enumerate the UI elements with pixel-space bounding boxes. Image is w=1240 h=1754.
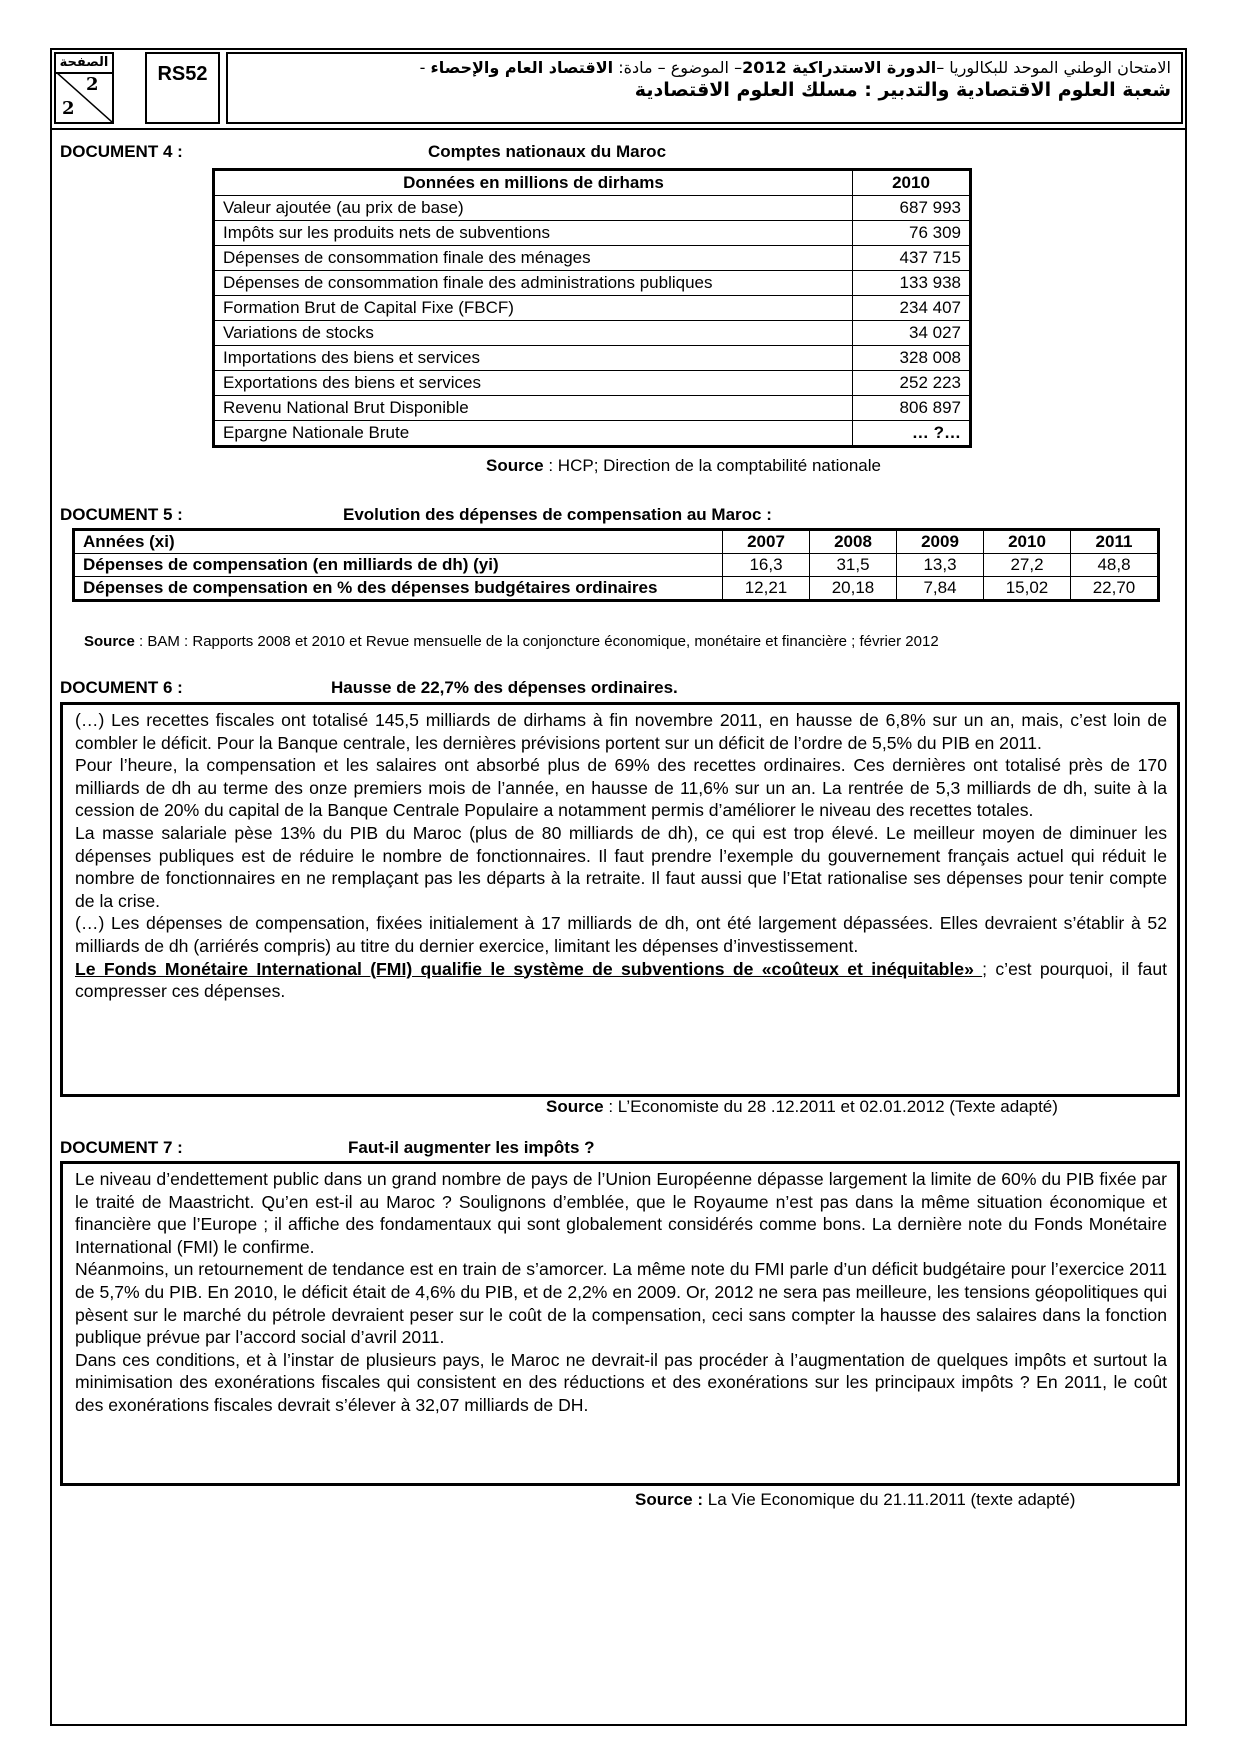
doc5-label: DOCUMENT 5 : (60, 505, 183, 524)
exam-session: الدورة الاستدراكية 2012 (742, 58, 937, 77)
table-row (214, 371, 971, 396)
row-label: Formation Brut de Capital Fixe (FBCF) (214, 296, 853, 321)
table-row (214, 271, 971, 296)
paragraph: (…) Les dépenses de compensation, fixées initialement à 17 milliards de dh, ont été largement dépassées. Elles devraient s’établir à 52 milliards de dh (arriérés compris) au titre du dernier exercice, limitant les dépenses d’investissement. (75, 913, 1167, 956)
table-row (74, 554, 1159, 577)
year-cell: 2008 (810, 530, 897, 554)
table-row (214, 196, 971, 221)
row-value: 76 309 (853, 221, 971, 246)
source-label: Source : (635, 1490, 704, 1509)
paragraph: La masse salariale pèse 13% du PIB du Maroc (plus de 80 milliards de dh), ce qui est trop élevé. Le meilleur moyen de diminuer les dépenses publiques est de réduire le nombre de fonctionnaires. Il faut prendre l’exemple du gouvernement français actuel qui réduit le nombre de fonctionnaires en ne remplaçant pas les départs à la retraite. Il faut aussi que l’Etat rationalise ses dépenses pour tenir compte de la crise. (75, 822, 1167, 911)
row-label: Importations des biens et services (214, 346, 853, 371)
doc7-source (635, 1490, 1075, 1510)
row-label: Valeur ajoutée (au prix de base) (214, 196, 853, 221)
value-cell: 12,21 (723, 577, 810, 601)
table-row (214, 296, 971, 321)
doc7-label: DOCUMENT 7 : (60, 1138, 183, 1157)
exam-subject: الاقتصاد العام والإحصاء (430, 58, 614, 77)
row-value: 133 938 (853, 271, 971, 296)
row-value-unknown: … ?… (853, 421, 971, 447)
table-row (214, 246, 971, 271)
value-cell: 16,3 (723, 554, 810, 577)
row-value: 328 008 (853, 346, 971, 371)
value-cell: 20,18 (810, 577, 897, 601)
page-number: 2 (86, 74, 99, 95)
doc6-label: DOCUMENT 6 : (60, 678, 183, 697)
exam-title-post: – الموضوع – مادة: (613, 58, 743, 77)
paragraph-rest: ; c’est pourquoi, il faut compresser ces dépenses. (75, 958, 1167, 1002)
value-cell: 48,8 (1071, 554, 1159, 577)
row-label: Dépenses de compensation (en milliards de dh) (yi) (74, 554, 723, 577)
table-row (74, 577, 1159, 601)
compensation-table (72, 528, 1160, 602)
row-value: 34 027 (853, 321, 971, 346)
year-cell: 2007 (723, 530, 810, 554)
doc6-source (546, 1097, 1058, 1117)
doc4-title: Comptes nationaux du Maroc (428, 142, 667, 161)
table-row (214, 421, 971, 447)
paragraph: (…) Les recettes fiscales ont totalisé 145,5 milliards de dirhams à fin novembre 2011, en hausse de 6,8% sur un an, mais, c’est loin de combler le déficit. Pour la Banque centrale, les dernières prévisions portent sur un déficit de l’ordre de 5,5% du PIB en 2011. (75, 710, 1167, 753)
exam-title-end: - (419, 58, 431, 77)
value-cell: 31,5 (810, 554, 897, 577)
doc7-text-box (60, 1161, 1180, 1486)
year-cell: 2009 (897, 530, 984, 554)
value-cell: 7,84 (897, 577, 984, 601)
row-label: Variations de stocks (214, 321, 853, 346)
emphasized-text: Le Fonds Monétaire International (FMI) qualifie le système de subventions de «coûteux et inéquitable» (75, 958, 983, 979)
table-row (214, 396, 971, 421)
row-value: 806 897 (853, 396, 971, 421)
row-value: 252 223 (853, 371, 971, 396)
col-header-data: Données en millions de dirhams (214, 170, 853, 196)
doc6-title: Hausse de 22,7% des dépenses ordinaires. (331, 678, 678, 697)
paragraph: Néanmoins, un retournement de tendance est en train de s’amorcer. La même note du FMI parle d’un déficit budgétaire pour l’exercice 2011 de 5,7% du PIB. En 2010, le déficit était de 4,6% du PIB, et de 2,2% en 2009. Or, 2012 ne sera pas meilleure, les tensions géopolitiques qui pèsent sur le marché du pétrole devraient peser sur le coût de la compensation, ceci sans compter la hausse des salaires dans la fonction publique prévue par l’accord social d’avril 2011. (75, 1259, 1167, 1348)
row-label: Epargne Nationale Brute (214, 421, 853, 447)
value-cell: 15,02 (984, 577, 1071, 601)
row-label: Années (xi) (74, 530, 723, 554)
row-label: Revenu National Brut Disponible (214, 396, 853, 421)
page-label: الصفحة (56, 54, 112, 74)
source-text: La Vie Economique du 21.11.2011 (texte adapté) (703, 1490, 1076, 1509)
paragraph (75, 958, 1167, 1003)
exam-title-pre: الامتحان الوطني الموحد للبكالوريا – (936, 58, 1171, 77)
row-label: Exportations des biens et services (214, 371, 853, 396)
year-cell: 2010 (984, 530, 1071, 554)
table-row (214, 221, 971, 246)
paragraph: Pour l’heure, la compensation et les salaires ont absorbé plus de 69% des recettes ordinaires. Ces dernières ont totalisé près de 170 milliards de dh au terme des onze premiers mois de l’année, en hausse de 11,6% sur un an. La rentrée de 5,3 milliards de dh, suite à la cession de 20% du capital de la Banque Centrale Populaire a notamment permis d’améliorer le niveau des recettes totales. (75, 755, 1167, 821)
doc5-title: Evolution des dépenses de compensation au Maroc : (343, 505, 772, 524)
row-label: Impôts sur les produits nets de subventions (214, 221, 853, 246)
exam-title-line2: شعبة العلوم الاقتصادية والتدبير : مسلك العلوم الاقتصادية (634, 79, 1171, 101)
row-value: 437 715 (853, 246, 971, 271)
table-row (214, 321, 971, 346)
page-total: 2 (62, 98, 75, 119)
national-accounts-table (212, 168, 972, 448)
table-header-row (214, 170, 971, 196)
source-label: Source (546, 1097, 604, 1116)
source-text: : BAM : Rapports 2008 et 2010 et Revue mensuelle de la conjoncture économique, monétaire et financière ; février 2012 (134, 633, 939, 650)
doc6-text-box (60, 702, 1180, 1097)
source-label: Source (84, 633, 135, 650)
value-cell: 27,2 (984, 554, 1071, 577)
exam-title-box (226, 52, 1183, 124)
table-row (74, 530, 1159, 554)
page-number-box (54, 52, 114, 124)
row-label: Dépenses de compensation en % des dépenses budgétaires ordinaires (74, 577, 723, 601)
row-label: Dépenses de consommation finale des ménages (214, 246, 853, 271)
row-label: Dépenses de consommation finale des administrations publiques (214, 271, 853, 296)
col-header-year: 2010 (853, 170, 971, 196)
doc5-source (84, 633, 939, 650)
row-value: 687 993 (853, 196, 971, 221)
doc4-label: DOCUMENT 4 : (60, 142, 183, 161)
exam-code: RS52 (145, 52, 220, 124)
value-cell: 22,70 (1071, 577, 1159, 601)
exam-title-line1 (238, 58, 1171, 77)
value-cell: 13,3 (897, 554, 984, 577)
source-text: : L’Economiste du 28 .12.2011 et 02.01.2012 (Texte adapté) (603, 1097, 1058, 1116)
source-label: Source (486, 456, 544, 475)
paragraph: Le niveau d’endettement public dans un grand nombre de pays de l’Union Européenne dépasse largement la limite de 60% du PIB fixée par le traité de Maastricht. Qu’en est-il au Maroc ? Soulignons d’emblée, que le Royaume n’est pas dans la même situation économique et financière que l’Europe ; il affiche des fondamentaux qui sont globalement considérés comme bons. La dernière note du Fonds Monétaire International (FMI) le confirme. (75, 1169, 1167, 1257)
year-cell: 2011 (1071, 530, 1159, 554)
doc7-title: Faut-il augmenter les impôts ? (348, 1138, 595, 1157)
exam-header (50, 48, 1187, 130)
source-text: : HCP; Direction de la comptabilité nationale (543, 456, 881, 475)
row-value: 234 407 (853, 296, 971, 321)
table-row (214, 346, 971, 371)
doc4-source (486, 456, 881, 476)
paragraph: Dans ces conditions, et à l’instar de plusieurs pays, le Maroc ne devrait-il pas procéder à l’augmentation de quelques impôts et surtout la minimisation des exonérations fiscales qui consistent en des réductions et des exonérations sur les principaux impôts ? En 2011, le coût des exonérations fiscales devrait s’élever à 32,07 milliards de DH. (75, 1349, 1167, 1415)
